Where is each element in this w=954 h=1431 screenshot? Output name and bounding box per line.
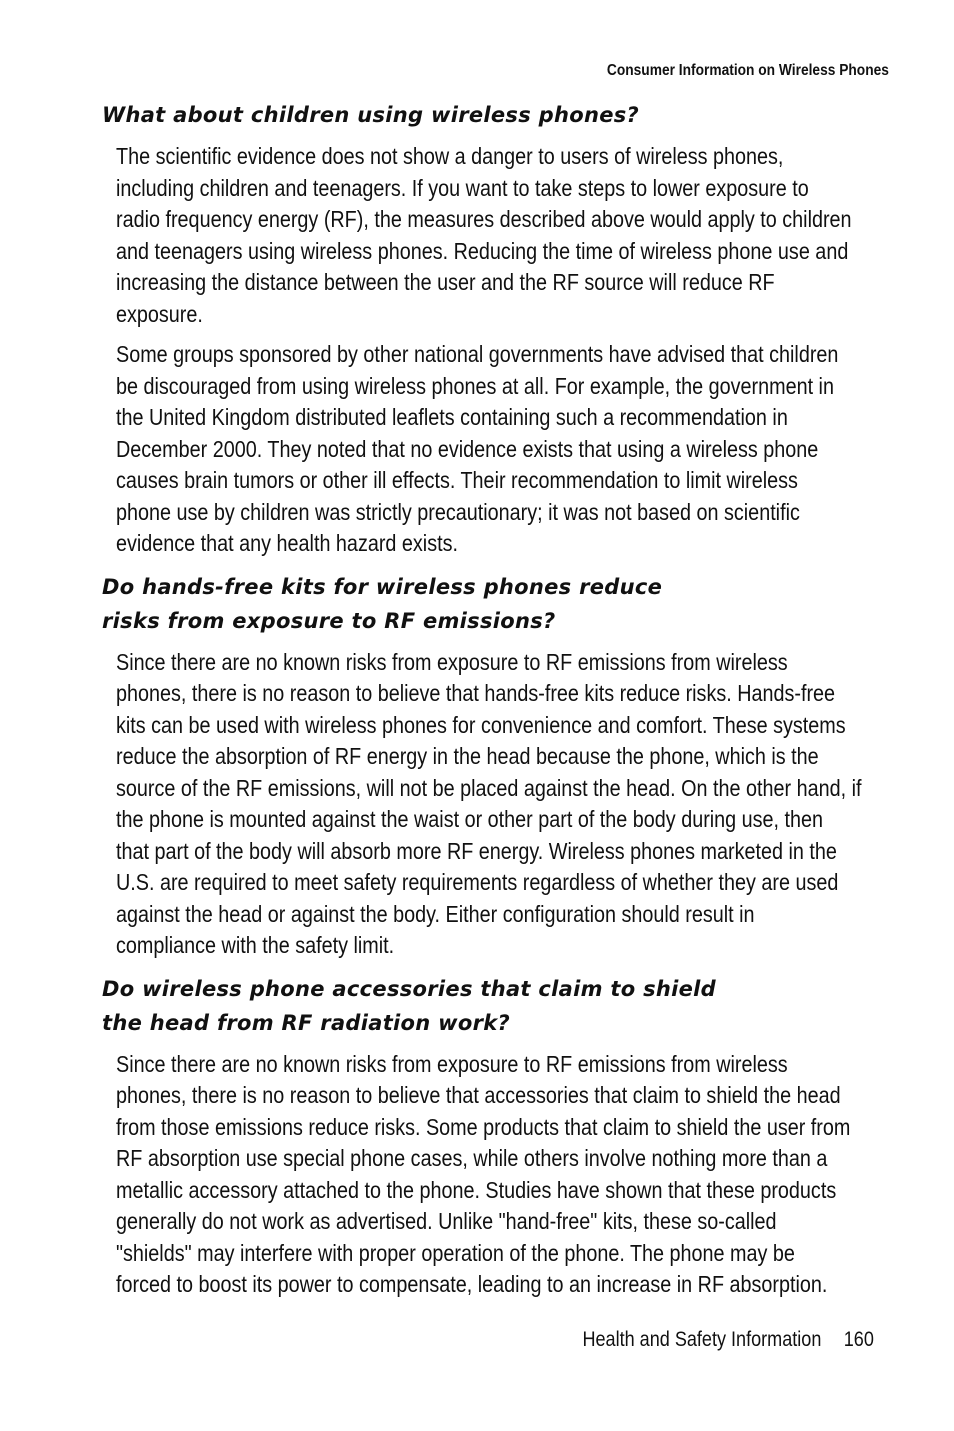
paragraph	[116, 339, 881, 560]
text-line: phones, there is no reason to believe that accessories that claim to shield the head	[116, 1082, 841, 1108]
section-hands-free-kits	[0, 570, 954, 962]
footer-section-title: Health and Safety Information	[582, 1328, 822, 1351]
paragraph	[116, 647, 881, 962]
text-line: forced to boost its power to compensate, leading to an increase in RF absorption.	[116, 1271, 828, 1297]
heading-line: What about children using wireless phones?	[102, 103, 640, 127]
section-children	[0, 98, 954, 560]
text-line: the phone is mounted against the waist or other part of the body during use, then	[116, 806, 824, 832]
text-line: compliance with the safety limit.	[116, 932, 395, 958]
page-number: 160	[843, 1328, 874, 1351]
section-heading	[102, 570, 892, 638]
text-line: evidence that any health hazard exists.	[116, 530, 458, 556]
heading-line: Do wireless phone accessories that claim to shield	[102, 976, 716, 1001]
section-heading	[102, 972, 892, 1040]
text-line: including children and teenagers. If you want to take steps to lower exposure to	[116, 174, 809, 201]
text-line: reduce the absorption of RF energy in the head because the phone, which is the	[116, 743, 819, 769]
text-line: that part of the body will absorb more RF energy. Wireless phones marketed in the	[116, 837, 837, 864]
text-line: phones, there is no reason to believe that hands-free kits reduce risks. Hands-free	[116, 680, 836, 706]
text-line: and teenagers using wireless phones. Reducing the time of wireless phone use and	[116, 237, 849, 264]
text-line: generally do not work as advertised. Unlike "hand-free" kits, these so-called	[116, 1208, 777, 1234]
paragraph	[116, 141, 881, 330]
text-line: increasing the distance between the user and the RF source will reduce RF	[116, 269, 775, 295]
text-line: December 2000. They noted that no evidence exists that using a wireless phone	[116, 435, 819, 462]
text-line: Since there are no known risks from exposure to RF emissions from wireless	[116, 1050, 788, 1077]
text-line: metallic accessory attached to the phone. Studies have shown that these products	[116, 1176, 837, 1203]
running-header: Consumer Information on Wireless Phones	[607, 62, 889, 79]
text-line: causes brain tumors or other ill effects. Their recommendation to limit wireless	[116, 467, 798, 493]
text-line: from those emissions reduce risks. Some products that claim to shield the user from	[116, 1113, 851, 1140]
text-line: source of the RF emissions, will not be placed against the head. On the other hand, if	[116, 774, 862, 801]
text-line: kits can be used with wireless phones for convenience and comfort. These systems	[116, 711, 846, 738]
page-footer	[583, 1326, 874, 1354]
heading-line: risks from exposure to RF emissions?	[102, 608, 556, 633]
text-line: RF absorption use special phone cases, while others involve nothing more than a	[116, 1145, 828, 1171]
text-line: "shields" may interfere with proper operation of the phone. The phone may be	[116, 1239, 795, 1266]
text-line: be discouraged from using wireless phones at all. For example, the government in	[116, 372, 834, 399]
text-line: radio frequency energy (RF), the measures described above would apply to children	[116, 206, 852, 232]
text-line: The scientific evidence does not show a danger to users of wireless phones,	[116, 143, 784, 169]
section-heading	[102, 98, 892, 132]
text-line: Some groups sponsored by other national governments have advised that children	[116, 341, 839, 367]
text-line: phone use by children was strictly precautionary; it was not based on scientific	[116, 498, 800, 525]
text-line: exposure.	[116, 300, 203, 327]
text-line: Since there are no known risks from exposure to RF emissions from wireless	[116, 648, 788, 675]
text-line: the United Kingdom distributed leaflets containing such a recommendation in	[116, 404, 788, 430]
text-line: against the head or against the body. Either configuration should result in	[116, 900, 755, 927]
heading-line: Do hands-free kits for wireless phones reduce	[102, 574, 663, 599]
heading-line: the head from RF radiation work?	[102, 1010, 510, 1035]
section-shield-accessories	[0, 972, 954, 1301]
text-line: U.S. are required to meet safety requirements regardless of whether they are used	[116, 869, 839, 895]
paragraph	[116, 1049, 881, 1301]
page-content	[0, 98, 954, 1310]
